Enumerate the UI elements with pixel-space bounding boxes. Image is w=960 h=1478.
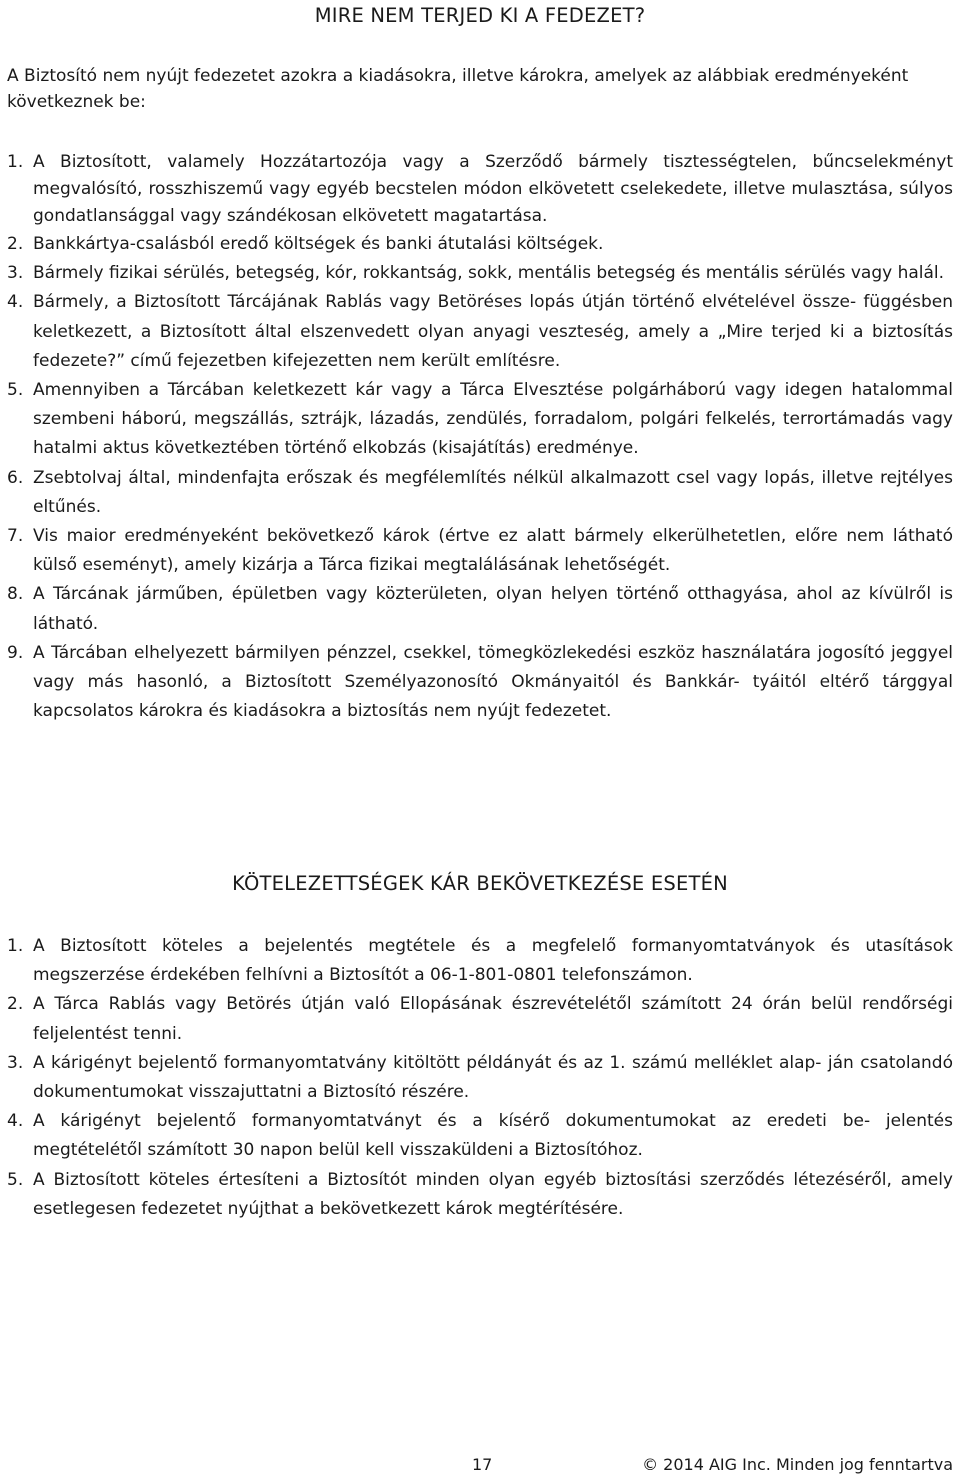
item-number: 4. (7, 292, 24, 313)
list-item (7, 230, 953, 259)
item-number: 4. (7, 1111, 24, 1132)
item-text: A Tárcának járműben, épületben vagy közterületen, olyan helyen történő otthagyása, ahol az kívülről is látható. (33, 584, 953, 634)
item-text: Bármely, a Biztosított Tárcájának Rablás vagy Betöréses lopás útján történő elvételével össze- függésben keletkezett, a Biztosított által elszenvedett olyan anyagi veszteség, amely a „Mire terjed ki a biztosítás fedezete?” című fejezetben kifejezetten nem került említésre. (33, 292, 953, 371)
item-number: 2. (7, 994, 24, 1015)
item-text: A Tárcában elhelyezett bármilyen pénzzel, csekkel, tömegközlekedési eszköz használatára jogosító jeggyel vagy más hasonló, a Biztosított Személyazonosító Okmányaitól és Bankkár- tyáitól eltérő tárggyal kapcsolatos károkra és kiadásokra a biztosítás nem nyújt fedezetet. (33, 642, 953, 722)
item-number: 7. (7, 526, 24, 547)
list-item (7, 522, 953, 580)
item-number: 8. (7, 584, 24, 605)
item-text: Amennyiben a Tárcában keletkezett kár vagy a Tárca Elvesztése polgárháború vagy idegen hatalommal szembeni háború, megszállás, sztrájk, lázadás, zendülés, forradalom, polgári felkelés, terrortámadás vagy hatalmi aktus következtében történő elkobzás (kisajátítás) eredménye. (33, 380, 953, 459)
item-text: Zsebtolvaj által, mindenfajta erőszak és megfélemlítés nélkül alkalmazott csel vagy lopás, illetve rejtélyes eltűnés. (33, 467, 953, 517)
item-number: 3. (7, 1052, 24, 1073)
list-item (7, 580, 953, 638)
list-item (7, 1107, 953, 1165)
item-number: 2. (7, 234, 24, 254)
item-text: A Biztosított köteles a bejelentés megtétele és a megfelelő formanyomtatványok és utasítások megszerzése érdekében felhívni a Biztosítót a 06-1-801-0801 telefonszámon. (33, 936, 953, 986)
item-number: 5. (7, 1169, 24, 1190)
list-item (7, 376, 953, 464)
item-number: 3. (7, 263, 24, 284)
item-number: 1. (7, 152, 24, 172)
section-title-exclusions: MIRE NEM TERJED KI A FEDEZET? (314, 4, 646, 27)
list-item (7, 1166, 953, 1224)
page-number: 17 (472, 1455, 493, 1474)
list-item (7, 149, 953, 230)
item-text: A Biztosított köteles értesíteni a Biztosítót minden olyan egyéb biztosítási szerződés létezéséről, amely esetlegesen fedezetet nyújthat a bekövetkezett károk megtérítésére. (33, 1169, 953, 1219)
item-text: A Biztosított, valamely Hozzátartozója vagy a Szerződő bármely tisztességtelen, bűncselekményt megvalósító, rosszhiszemű vagy egyéb becstelen módon elkövetett cselekedete, illetve mulasztása, súlyos gondatlansággal vagy szándékosan elkövetett magatartása. (33, 152, 953, 226)
item-number: 6. (7, 467, 24, 488)
section-title-obligations: KÖTELEZETTSÉGEK KÁR BEKÖVETKEZÉSE ESETÉN (232, 872, 728, 895)
item-text: Vis maior eredményeként bekövetkező károk (értve ez alatt bármely elkerülhetetlen, előre nem látható külső eseményt), amely kizárja a Tárca fizikai megtalálásának lehetőségét. (33, 526, 953, 576)
item-number: 5. (7, 380, 24, 401)
list-item (7, 639, 953, 727)
item-text: Bankkártya-csalásból eredő költségek és banki átutalási költségek. (33, 234, 604, 254)
list-item (7, 932, 953, 990)
item-text: Bármely fizikai sérülés, betegség, kór, rokkantság, sokk, mentális betegség és mentális sérülés vagy halál. (33, 263, 945, 284)
list-item (7, 288, 953, 376)
list-item (7, 1049, 953, 1107)
item-number: 1. (7, 936, 24, 956)
item-text: A Tárca Rablás vagy Betörés útján való Ellopásának észrevételétől számított 24 órán belül rendőrségi feljelentést tenni. (33, 994, 953, 1044)
copyright-notice: © 2014 AIG Inc. Minden jog fenntartva (642, 1455, 953, 1474)
item-text: A kárigényt bejelentő formanyomtatványt és a kísérő dokumentumokat az eredeti be- jelentés megtételétől számított 30 napon belül kell visszaküldeni a Biztosítóhoz. (33, 1111, 953, 1161)
item-text: A kárigényt bejelentő formanyomtatvány kitöltött példányát és az 1. számú melléklet alap- ján csatolandó dokumentumokat visszajuttatni a Biztosító részére. (33, 1052, 953, 1103)
exclusions-list (7, 149, 953, 726)
intro-paragraph: A Biztosító nem nyújt fedezetet azokra a kiadásokra, illetve károkra, amelyek az alábbiak eredményeként következnek be: (7, 66, 909, 112)
obligations-list (7, 932, 953, 1224)
list-item (7, 259, 953, 288)
list-item (7, 990, 953, 1048)
list-item (7, 464, 953, 522)
item-number: 9. (7, 642, 24, 663)
